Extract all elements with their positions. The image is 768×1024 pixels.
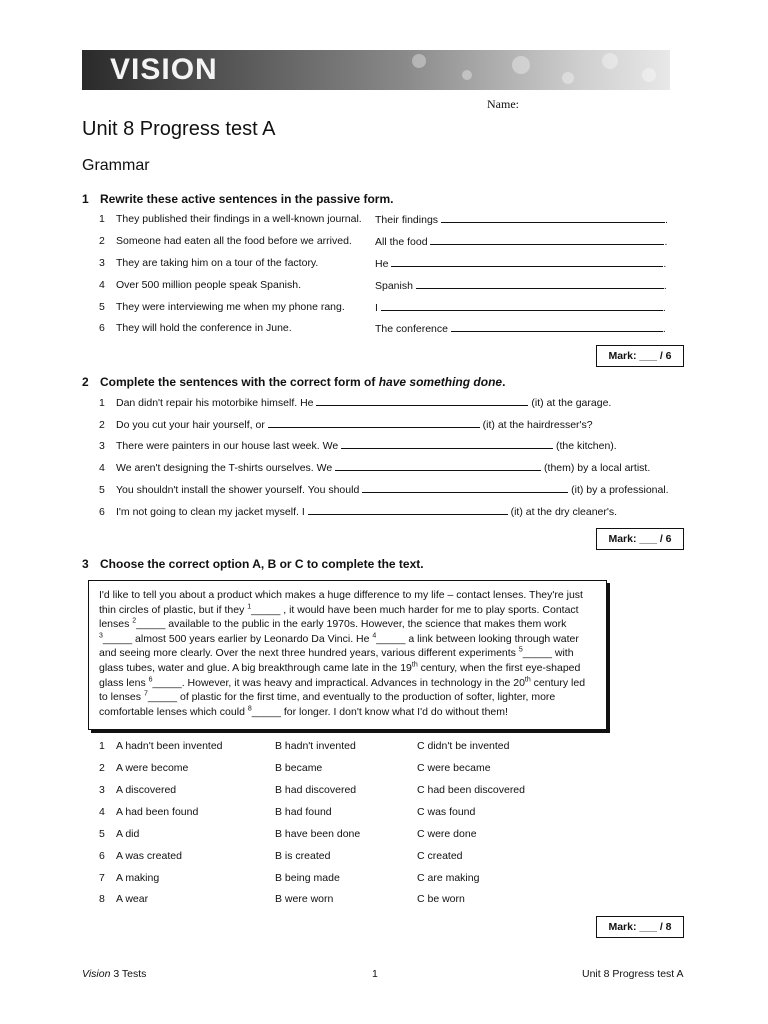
passage-text: for longer. I don't know what I'd do without them!: [280, 705, 508, 718]
name-label: Name:: [487, 97, 519, 111]
item-text: Do you cut your hair yourself, or: [116, 419, 265, 431]
q3-option-row-2: [99, 762, 491, 774]
item-cue: (the kitchen).: [556, 440, 617, 452]
q3-option-row-1: [99, 740, 510, 752]
q1-number: 1: [82, 192, 89, 206]
item-number: 3: [99, 257, 105, 269]
q2-item-6: [99, 505, 617, 518]
answer-blank[interactable]: [341, 439, 553, 449]
option-c[interactable]: C had been discovered: [417, 784, 525, 796]
q1-item-6: 6 They will hold the conference in June. The conference .: [99, 322, 666, 335]
option-b[interactable]: B being made: [275, 872, 340, 884]
footer-left: [82, 968, 146, 980]
item-number: 6: [99, 506, 105, 518]
answer-blank[interactable]: [268, 418, 480, 428]
q1-mark-box: Mark: ___ / 6: [596, 345, 684, 367]
q2-item-4: [99, 461, 650, 474]
q2-item-2: [99, 418, 593, 431]
answer-blank[interactable]: [430, 235, 664, 245]
option-c[interactable]: C be worn: [417, 893, 465, 905]
q3-mark-box: Mark: ___ / 8: [596, 916, 684, 938]
answer-blank[interactable]: [381, 301, 663, 311]
option-b[interactable]: B became: [275, 762, 323, 774]
option-c[interactable]: C created: [417, 850, 463, 862]
option-b[interactable]: B had found: [275, 806, 332, 818]
passage-text: , it would have been much harder for me to play sports. Contact lenses: [99, 603, 579, 631]
q3-option-row-3: [99, 784, 525, 796]
gap-blank[interactable]: _____: [152, 676, 182, 689]
gap-number: 1: [247, 603, 252, 611]
answer-blank[interactable]: [391, 257, 663, 267]
answer-blank[interactable]: [451, 322, 663, 332]
option-number: 1: [99, 740, 105, 752]
option-number: 5: [99, 828, 105, 840]
section-heading: Grammar: [82, 157, 150, 174]
answer-blank[interactable]: [441, 213, 665, 223]
item-text: Dan didn't repair his motorbike himself. He: [116, 397, 314, 409]
gap-number: 4: [372, 632, 377, 640]
item-cue: (it) at the hairdresser's?: [482, 419, 593, 431]
header-banner: [82, 50, 670, 90]
item-number: 2: [99, 235, 105, 247]
reading-passage: [88, 580, 607, 730]
option-b[interactable]: B have been done: [275, 828, 361, 840]
ordinal-suffix: th: [411, 661, 418, 669]
q1-item-1: 1 They published their findings in a well-known journal. Their findings .: [99, 213, 668, 226]
gap-number: 2: [132, 617, 137, 625]
option-a[interactable]: A discovered: [116, 784, 177, 796]
option-b[interactable]: B had discovered: [275, 784, 357, 796]
q1-item-2: 2 Someone had eaten all the food before we arrived. All the food .: [99, 235, 668, 248]
gap-number: 7: [143, 690, 148, 698]
page-title: Unit 8 Progress test A: [82, 118, 276, 140]
passage-text: with glass tubes, water and glue. A big breakthrough came late in the 19: [99, 647, 574, 674]
passage-text: a link between looking through water and seeing more clearly. Over the next three hundred years, various different experiments: [99, 632, 579, 660]
option-a[interactable]: A was created: [116, 850, 182, 862]
gap-number: 6: [148, 676, 153, 684]
footer-book-suffix: 3 Tests: [110, 968, 147, 980]
q2-item-3: [99, 439, 617, 452]
option-number: 7: [99, 872, 105, 884]
answer-blank[interactable]: [308, 505, 508, 515]
q1-item-4: 4 Over 500 million people speak Spanish. Spanish .: [99, 279, 667, 292]
q2-item-1: [99, 396, 611, 409]
gap-blank[interactable]: _____: [136, 618, 166, 631]
item-text: There were painters in our house last week. We: [116, 440, 339, 452]
item-number: 4: [99, 462, 105, 474]
option-c[interactable]: C didn't be invented: [417, 740, 510, 752]
gap-blank[interactable]: _____: [147, 691, 178, 704]
q3-instruction: Choose the correct option A, B or C to complete the text.: [100, 557, 424, 571]
answer-blank[interactable]: [316, 396, 528, 406]
q3-option-row-6: [99, 850, 463, 862]
answer-start: He: [375, 258, 389, 270]
gap-blank[interactable]: _____: [522, 647, 552, 660]
item-sentence: They were interviewing me when my phone rang.: [116, 301, 345, 313]
q1-heading: [82, 192, 393, 206]
item-text: I'm not going to clean my jacket myself. I: [116, 506, 305, 518]
q3-number: 3: [82, 557, 89, 571]
option-c[interactable]: C were done: [417, 828, 477, 840]
vision-logo: VISION: [110, 53, 218, 86]
option-c[interactable]: C was found: [417, 806, 476, 818]
passage-text: almost 500 years earlier by Leonardo Da Vinci. He: [132, 632, 373, 645]
answer-start: The conference: [375, 323, 448, 335]
item-sentence: They are taking him on a tour of the factory.: [116, 257, 319, 269]
passage-text: of plastic for the first time, and eventually to the production of softer, lighter, more comfortable lenses which could: [99, 691, 556, 718]
answer-blank[interactable]: [335, 461, 541, 471]
option-a[interactable]: A were become: [116, 762, 189, 774]
gap-number: 8: [247, 705, 252, 713]
option-number: 4: [99, 806, 105, 818]
option-b[interactable]: B is created: [275, 850, 331, 862]
passage-text: available to the public in the early 1970s. However, the science that makes them work: [165, 618, 567, 631]
q2-number: 2: [82, 375, 89, 389]
option-a[interactable]: A wear: [116, 893, 149, 905]
option-a[interactable]: A making: [116, 872, 160, 884]
option-b[interactable]: B hadn't invented: [275, 740, 356, 752]
item-cue: (it) at the garage.: [531, 397, 612, 409]
answer-start: I: [375, 302, 378, 314]
answer-start: Their findings: [375, 214, 439, 226]
q2-instruction-emphasis: have something done: [378, 375, 503, 389]
q2-item-5: [99, 483, 669, 496]
gap-blank[interactable]: _____: [251, 603, 281, 616]
item-text: You shouldn't install the shower yourself. You should: [116, 484, 360, 496]
option-c[interactable]: C were became: [417, 762, 491, 774]
option-number: 3: [99, 784, 105, 796]
q1-item-5: 5 They were interviewing me when my phone rang. I .: [99, 301, 666, 314]
q2-instruction-end: .: [502, 375, 506, 389]
option-b[interactable]: B were worn: [275, 893, 334, 905]
gap-blank[interactable]: _____: [251, 705, 281, 718]
option-c[interactable]: C are making: [417, 872, 480, 884]
passage-text: . However, it was heavy and impractical. Advances in technology in the 20: [181, 676, 525, 689]
item-number: 5: [99, 301, 105, 313]
passage-text: century led to lenses: [99, 676, 586, 704]
gap-blank[interactable]: _____: [102, 632, 133, 645]
passage-text: century, when the first eye-shaped glass lens: [99, 661, 581, 689]
item-cue: (it) by a professional.: [571, 484, 669, 496]
item-cue: (it) at the dry cleaner's.: [510, 506, 618, 518]
gap-number: 5: [518, 646, 523, 654]
item-number: 3: [99, 440, 105, 452]
item-number: 5: [99, 484, 105, 496]
q3-option-row-4: [99, 806, 476, 818]
item-number: 2: [99, 419, 105, 431]
item-sentence: They will hold the conference in June.: [116, 322, 292, 334]
item-sentence: Over 500 million people speak Spanish.: [116, 279, 302, 291]
q1-instruction: Rewrite these active sentences in the passive form.: [100, 192, 394, 206]
option-a[interactable]: A did: [116, 828, 140, 840]
answer-start: All the food: [375, 236, 428, 248]
footer-book-title: Vision: [82, 968, 111, 980]
item-text: We aren't designing the T-shirts ourselves. We: [116, 462, 333, 474]
option-number: 2: [99, 762, 105, 774]
option-a[interactable]: A hadn't been invented: [116, 740, 223, 752]
answer-blank[interactable]: [416, 279, 664, 289]
footer-right: Unit 8 Progress test A: [582, 968, 684, 980]
gap-number: 3: [99, 632, 103, 640]
item-cue: (them) by a local artist.: [544, 462, 651, 474]
option-number: 8: [99, 893, 105, 905]
item-number: 6: [99, 322, 105, 334]
item-number: 4: [99, 279, 105, 291]
item-sentence: They published their findings in a well-known journal.: [116, 213, 362, 225]
option-a[interactable]: A had been found: [116, 806, 199, 818]
q2-mark-box: Mark: ___ / 6: [596, 528, 684, 550]
ordinal-suffix: th: [524, 676, 531, 684]
answer-start: Spanish: [375, 280, 413, 292]
item-number: 1: [99, 397, 105, 409]
item-sentence: Someone had eaten all the food before we arrived.: [116, 235, 352, 247]
answer-blank[interactable]: [362, 483, 568, 493]
q2-heading: [82, 375, 505, 389]
q2-instruction: Complete the sentences with the correct form of: [100, 375, 379, 389]
passage-text: I'd like to tell you about a product which makes a huge difference to my life – contact lenses. They're just thin circles of plastic, but if they: [99, 589, 583, 616]
q3-option-row-5: [99, 828, 477, 840]
page-number: 1: [372, 968, 378, 980]
item-number: 1: [99, 213, 105, 225]
q3-heading: [82, 557, 424, 571]
gap-blank[interactable]: _____: [376, 632, 406, 645]
option-number: 6: [99, 850, 105, 862]
q3-option-row-8: [99, 893, 465, 905]
q1-item-3: 3 They are taking him on a tour of the factory. He .: [99, 257, 667, 270]
q3-option-row-7: [99, 872, 480, 884]
